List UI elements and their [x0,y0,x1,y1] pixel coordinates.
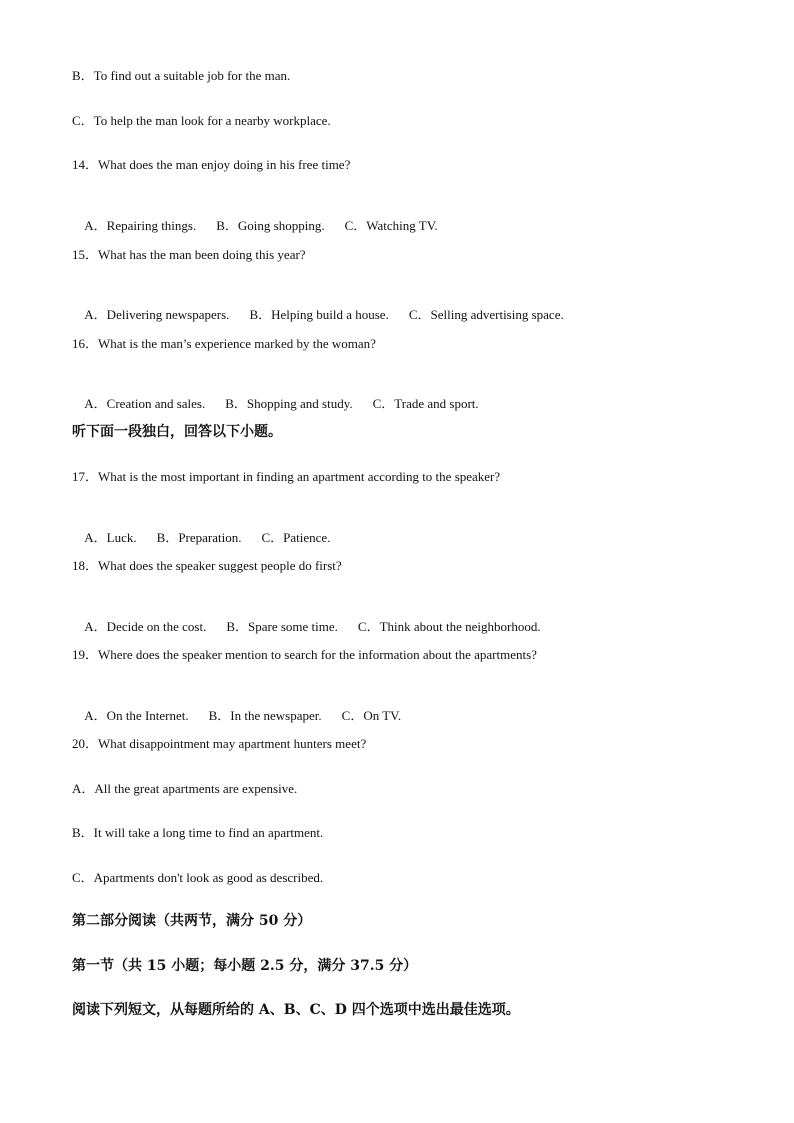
q20-option-c: C．Apartments don't look as good as described. [72,870,324,885]
q18-option-c: C．Think about the neighborhood. [357,619,541,634]
q17-options [72,514,330,562]
question-18: 18．What does the speaker suggest people do first? [72,558,342,573]
q16-option-b: B．Shopping and study. [225,396,353,411]
section-heading-monologue: 听下面一段独白，回答以下小题。 [72,424,282,440]
question-19: 19．Where does the speaker mention to search for the information about the apartments? [72,647,537,662]
question-15: 15．What has the man been doing this year? [72,247,306,262]
q15-options [72,291,564,339]
q17-option-b: B．Preparation. [156,530,242,545]
q18-option-a: A．Decide on the cost. [84,619,207,634]
q20-option-a: A．All the great apartments are expensive. [72,781,298,796]
q16-option-c: C．Trade and sport. [372,396,479,411]
q15-option-b: B．Helping build a house. [249,307,389,322]
q19-option-a: A．On the Internet. [84,708,189,723]
q16-options [72,380,479,428]
part-two-section-one-heading: 第一节（共 15 小题；每小题 2.5 分，满分 37.5 分） [72,958,418,974]
question-20: 20．What disappointment may apartment hunters meet? [72,736,367,751]
q15-option-c: C．Selling advertising space. [408,307,564,322]
q18-options [72,603,541,651]
q14-option-b: B．Going shopping. [216,218,325,233]
reading-instructions: 阅读下列短文，从每题所给的 A、B、C、D 四个选项中选出最佳选项。 [72,1002,520,1018]
q13-option-b: B．To find out a suitable job for the man. [72,68,291,83]
q20-option-b: B．It will take a long time to find an apartment. [72,825,324,840]
q13-option-c: C．To help the man look for a nearby workplace. [72,113,331,128]
q16-option-a: A．Creation and sales. [84,396,206,411]
part-two-heading: 第二部分阅读（共两节，满分 50 分） [72,913,312,929]
q19-option-b: B．In the newspaper. [208,708,322,723]
q14-option-c: C．Watching TV. [344,218,438,233]
question-17: 17．What is the most important in finding an apartment according to the speaker? [72,469,501,484]
question-14: 14．What does the man enjoy doing in his free time? [72,157,351,172]
q19-options [72,692,401,740]
question-16: 16．What is the man’s experience marked by the woman? [72,336,376,351]
q14-option-a: A．Repairing things. [84,218,197,233]
q14-options [72,202,438,250]
q18-option-b: B．Spare some time. [226,619,338,634]
q19-option-c: C．On TV. [341,708,402,723]
q17-option-c: C．Patience. [261,530,331,545]
q15-option-a: A．Delivering newspapers. [84,307,230,322]
q17-option-a: A．Luck. [84,530,137,545]
